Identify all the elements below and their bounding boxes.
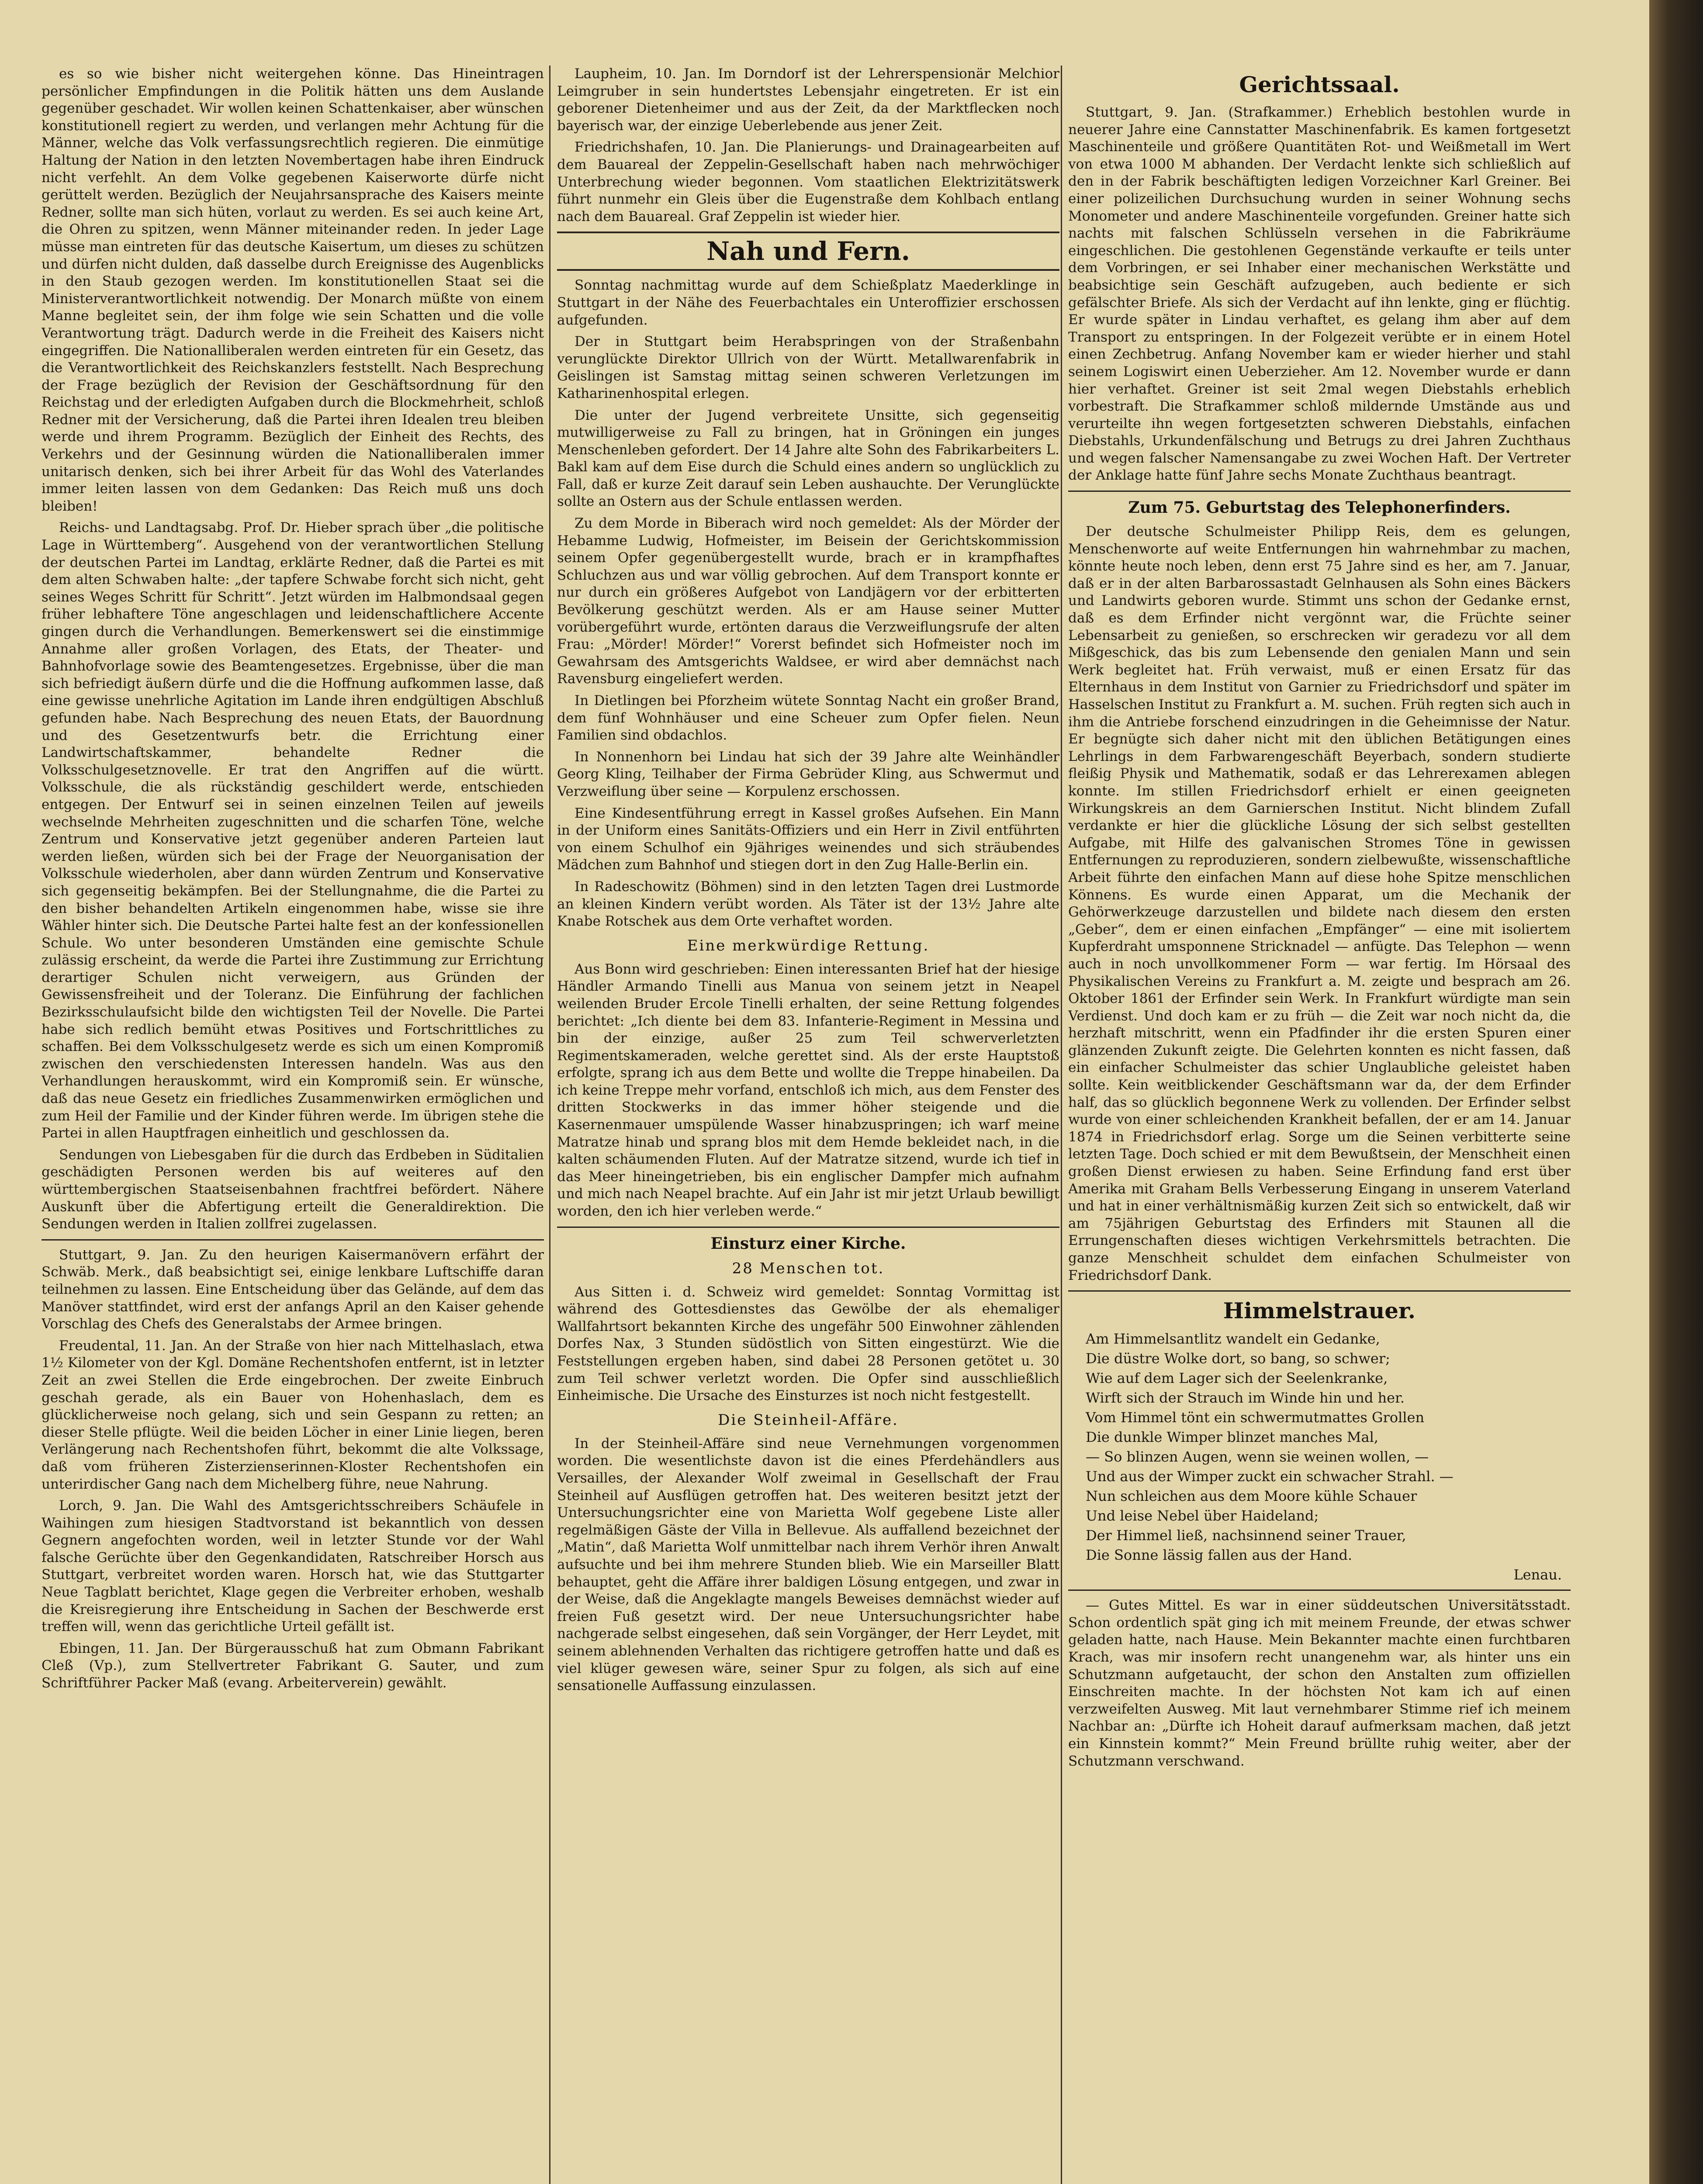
article-schiessplatz: Sonntag nachmittag wurde auf dem Schießplatz Maederklinge in Stuttgart in der Nähe des Feuerbachtales ein Unteroffizier erschossen aufgefunden. — [557, 277, 1059, 328]
article-friedrichshafen: Friedrichshafen, 10. Jan. Die Planierungs- und Drainagearbeiten auf dem Bauareal der Zeppelin-Gesellschaft haben nach mehrwöchiger Unterbrechung wieder begonnen. Vom staatlichen Elektrizitätswerk führt nunmehr ein Gleis über die Eugenstraße dem Kohlbach entlang nach dem Bauareal. Graf Zeppelin ist wieder hier. — [557, 139, 1059, 225]
poem-line: Die düstre Wolke dort, so bang, so schwer; — [1086, 1350, 1390, 1367]
article-strassenbahn: Der in Stuttgart beim Herabspringen von der Straßenbahn verunglückte Direktor Ullrich von der Württ. Metallwarenfabrik in Geislingen ist Samstag mittag seinen schweren Verletzungen im Katharinenhospital erlegen. — [557, 334, 1059, 401]
divider — [1068, 1290, 1571, 1292]
article-subheading-einsturz: 28 Menschen tot. — [732, 1259, 885, 1277]
poem-line: Die dunkle Wimper blinzet manches Mal, — [1086, 1429, 1378, 1446]
article-politics-continued: es so wie bisher nicht weitergehen könne. Das Hineintragen persönlicher Empfindungen in die Politik hätten uns dem Auslande gegenüber geschadet. Wir wollen keinen Schattenkaiser, aber wünschen konstitutionell regiert zu werden, und verlangen mehr Achtung für die Männer, welche das Volk verfassungsrechtlich regieren. Die einmütige Haltung der Nation in den letzten Novembertagen habe ihren Eindruck nicht verfehlt. An dem Volke gegebenen Kaiserworte dürfe nicht gerüttelt werden. Bezüglich der Neujahrsansprache des Kaisers meinte Redner, sollte man sich hüten, vorlaut zu werden. Es sei auch keine Art, die Ohren zu spitzen, wenn Männer miteinander reden. In jeder Lage müsse man eintreten für das deutsche Kaisertum, um dieses zu schützen und dürfen nicht dulden, daß dasselbe durch Ereignisse des Augenblicks in den Staub gezogen werden. Im konstitutionellen Staat sei die Ministerverantwortlichkeit notwendig. Der Monarch müßte von einem Manne begleitet sein, der ihm folge wie sein Schatten und die volle Verantwortung trägt. Dadurch werde in die Freiheit des Kaisers nicht eingegriffen. Die Nationalliberalen werden eintreten für ein Gesetz, das die Verantwortlichkeit des Reichskanzlers feststellt. Nach Besprechung der Frage bezüglich der Revision der Geschäftsordnung für den Reichstag und der erledigten Aufgaben durch die Blockmehrheit, schloß Redner mit der Versicherung, daß die Partei ihren Idealen treu bleiben werde und ihrem Programm. Bezüglich der Einheit des Rechts, des Verkehrs und der Gesinnung würden die Nationalliberalen immer unitarisch denken, sich bei ihrer Arbeit für das Wohl des Vaterlandes immer leiten lassen von dem Gedanken: Das Reich muß uns doch bleiben! — [42, 66, 544, 514]
article-strafkammer: Stuttgart, 9. Jan. (Strafkammer.) Erheblich bestohlen wurde in neuerer Jahre eine Cannstatter Maschinenfabrik. Es kamen fortgesetzt Maschinenteile und größere Quantitäten Rot- und Weißmetall im Wert von etwa 1000 M abhanden. Der Verdacht lenkte sich schließlich auf den in der Fabrik beschäftigten ledigen Vorzeichner Karl Greiner. Bei einer polizeilichen Durchsuchung wurden in seiner Wohnung sechs Monometer und andere Maschinenteile vorgefunden. Greiner hatte sich nachts mit falschen Schlüsseln versehen in die Fabrikräume eingeschlichen. Die gestohlenen Gegenstände verkaufte er teils unter dem Vorbringen, er sei Inhaber einer mechanischen Werkstätte und beabsichtige sein Geschäft aufzugeben, auch bediente er sich gefälschter Briefe. Als sich der Verdacht auf ihn lenkte, ging er flüchtig. Er wurde später in Lindau verhaftet, es gelang ihm aber auf dem Transport zu entspringen. In der Folgezeit verübte er in einem Hotel einen Zechbetrug. Anfang November kam er wieder hierher und stahl seinem Logiswirt einen Ueberzieher. Am 12. November wurde er dann hier verhaftet. Greiner ist seit 2mal wegen Diebstahls erheblich vorbestraft. Die Strafkammer schloß mildernde Umstände aus und verurteilte ihn wegen fortgesetzten schweren Diebstahls, einfachen Diebstahls, Urkundenfälschung und Betrugs zu drei Jahren Zuchthaus und wegen falscher Namensangabe zu zwei Wochen Haft. Der Vertreter der Anklage hatte fünf Jahre sechs Monate Zuchthaus beantragt. — [1068, 104, 1571, 484]
poem-line: Der Himmel ließ, nachsinnend seiner Trauer, — [1086, 1527, 1406, 1544]
poem — [1068, 1330, 1571, 1564]
article-heading-steinheil: Die Steinheil-Affäre. — [718, 1411, 899, 1429]
article-rettung: Aus Bonn wird geschrieben: Einen interessanten Brief hat der hiesige Händler Armando Tinelli aus Manua von seinem jetzt in Neapel weilenden Bruder Ercole Tinelli erhalten, der seine Rettung folgendes berichtet: „Ich diente bei dem 83. Infanterie-Regiment in Messina und bin der einzige, außer 25 zum Teil schwerverletzten Regimentskameraden, welche gerettet sind. Als der erste Hauptstoß erfolgte, sprang ich aus dem Bette und wollte die Treppe hinabeilen. Da ich keine Treppe mehr vorfand, entschloß ich mich, aus dem Fenster des dritten Stockwerks in das immer höher steigende und die Kasernenmauer umspülende Wasser hinabzuspringen; ich warf meine Matratze hinab und sprang blos mit dem Hemde bekleidet nach, in die kalten schäumenden Fluten. Auf der Matratze sitzend, wurde ich tief in das Meer hineingetrieben, bis ein englischer Dampfer mich aufnahm und mich nach Neapel brachte. Auf ein Jahr ist mir jetzt Urlaub bewilligt worden, den ich hier verleben werde.“ — [557, 961, 1059, 1220]
article-nonnenhorn: In Nonnenhorn bei Lindau hat sich der 39 Jahre alte Weinhändler Georg Kling, Teilhaber der Firma Gebrüder Kling, aus Schwermut und Verzweiflung über seine — Korpulenz erschossen. — [557, 749, 1059, 799]
poem-line: — So blinzen Augen, wenn sie weinen wollen, — — [1086, 1448, 1429, 1465]
divider — [557, 1227, 1059, 1228]
poem-line: Wirft sich der Strauch im Winde hin und her. — [1086, 1389, 1405, 1406]
article-freudental: Freudental, 11. Jan. An der Straße von hier nach Mittelhaslach, etwa 1½ Kilometer von der Kgl. Domäne Rechentshofen entfernt, ist in letzter Zeit an zwei Stellen die Erde eingebrochen. Der zweite Einbruch geschah gerade, als ein Bauer von Hohenhaslach, dem es glücklicherweise noch gelang, sich und sein Gespann zu retten; an dieser Stelle pflügte. Weil die beiden Löcher in einer Linie liegen, beren Verlängerung nach Rechentshofen führt, bekommt die alte Volkssage, daß vom früheren Zisterzienserinnen-Kloster Rechentshofen ein unterirdischer Gang nach dem Michelberg führe, neue Nahrung. — [42, 1337, 544, 1492]
article-dietlingen: In Dietlingen bei Pforzheim wütete Sonntag Nacht ein großer Brand, dem fünf Wohnhäuser und eine Scheuer zum Opfer fielen. Neun Familien sind obdachlos. — [557, 693, 1059, 743]
column-rule — [549, 66, 550, 2184]
article-liebesgaben: Sendungen von Liebesgaben für die durch das Erdbeben in Süditalien geschädigten Personen werden bis auf weiteres auf den württembergischen Staatseisenbahnen frachtfrei befördert. Nähere Auskunft über die Abfertigung erteilt die Generaldirektion. Die Sendungen werden in Italien zollfrei zugelassen. — [42, 1147, 544, 1232]
poem-line: Und aus der Wimper zuckt ein schwacher Strahl. — — [1086, 1468, 1454, 1485]
article-steinheil: In der Steinheil-Affäre sind neue Vernehmungen vorgenommen worden. Die wesentlichste davon ist die eines Pferdehändlers aus Versailles, der Alexander Wolf zweimal in Gesellschaft der Frau Steinheil auf Ausflügen getroffen hat. Des weiteren besitzt jetzt der Untersuchungsrichter eine von Marietta Wolf gegebene Liste aller regelmäßigen Gäste der Villa in Bellevue. Als auffallend bezeichnet der „Matin“, daß Marietta Wolf unmittelbar nach ihrem Verhör ihren Anwalt aufsuchte und bei ihm mehrere Stunden blieb. Wie ein Marseiller Blatt behauptet, geht die Affäre ihrer baldigen Lösung entgegen, und zwar in der Weise, daß die Angeklagte mangels Beweises demnächst wieder auf freien Fuß gesetzt wird. Der neue Untersuchungsrichter habe nachgerade selbst eingesehen, daß sein Vorgänger, der Herr Leydet, mit seinem ablehnenden Verhalten das richtigere getroffen hatte und daß es viel klüger gewesen wäre, seiner Spur zu folgen, als sich auf eine sensationelle Auffassung einzulassen. — [557, 1435, 1059, 1694]
column-2 — [557, 66, 1059, 2184]
section-heading-gerichtssaal: Gerichtssaal. — [1239, 72, 1400, 97]
poem-line: Wie auf dem Lager sich der Seelenkranke, — [1086, 1370, 1388, 1387]
divider — [1068, 1590, 1571, 1591]
poem-line: Nun schleichen aus dem Moore kühle Schauer — [1086, 1488, 1417, 1505]
article-ebingen: Ebingen, 11. Jan. Der Bürgerausschuß hat zum Obmann Fabrikant Cleß (Vp.), zum Stellvertreter Fabrikant G. Sauter, und zum Schriftführer Packer Maß (evang. Arbeiterverein) gewählt. — [42, 1640, 544, 1691]
article-radeschowitz: In Radeschowitz (Böhmen) sind in den letzten Tagen drei Lustmorde an kleinen Kindern verübt worden. Als Täter ist der 13½ Jahre alte Knabe Rotschek aus dem Orte verhaftet worden. — [557, 878, 1059, 930]
binding-edge — [1649, 0, 1703, 2184]
poem-author: Lenau. — [1513, 1566, 1562, 1583]
divider — [1068, 491, 1571, 492]
article-hieber-speech: Reichs- und Landtagsabg. Prof. Dr. Hieber sprach über „die politische Lage in Württemberg“. Ausgehend von der verantwortlichen Stellung der deutschen Partei im Landtag, erklärte Redner, daß die Partei es mit dem alten Schwaben halte: „der tapfere Schwabe forcht sich nicht, geht seines Weges Schritt für Schritt“. Jetzt würden im Halbmondsaal gegen früher lebhaftere Töne angeschlagen und leidenschaftlichere Accente gingen durch die Verhandlungen. Bemerkenswert sei die einstimmige Annahme aller großen Vorlagen, des Etats, der Theater- und Bahnhofvorlage sowie des Beamtengesetzes. Ergebnisse, über die man sich befriedigt äußern dürfe und die die Hoffnung aufkommen lasse, daß eine gewisse unehrliche Agitation im Lande ihren endgültigen Abschluß gefunden habe. Nach Besprechung des neuen Etats, der Bauordnung und des Gesetzentwurfs betr. die Errichtung einer Landwirtschaftskammer, behandelte Redner die Volksschulgesetznovelle. Er trat den Angriffen auf die württ. Volksschule, die als rückständig geschildert werde, entschieden entgegen. Der Entwurf sei in seinen einzelnen Teilen auf jeweils wechselnde Mehrheiten zugeschnitten und die scharfen Töne, welche Zentrum und Konservative jetzt gegenüber anderen Parteien laut werden ließen, würden sich bei der Frage der Neuorganisation der Volksschule wiederholen, aber dann würden Zentrum und Konservative sich gegenseitig bekämpfen. Bei der Stellungnahme, die die Partei zu den bisher behandelten Artikeln eingenommen habe, wisse sie ihre Wähler hinter sich. Die Deutsche Partei halte fest an der konfessionellen Schule. Wo unter besonderen Umständen eine gemischte Schule zulässig erscheint, da werde die Partei ihre Zustimmung zur Errichtung derartiger Schulen nicht verweigern, aus Gründen der Gewissensfreiheit und der Toleranz. Die Einführung der fachlichen Bezirksschulaufsicht bilde den wichtigsten Teil der Novelle. Die Partei habe sich redlich bemüht etwas Positives und Fortschrittliches zu schaffen. Bei dem Volksschulgesetz werde es sich um einen Kompromiß zwischen den verschiedensten Interessen handeln. Was aus den Verhandlungen herauskommt, wird ein Kompromiß sein. Er wünsche, daß das neue Gesetz ein friedliches Zusammenwirken ermöglichen und zum Heil der Familie und der Kinder führen werde. Im übrigen stehe die Partei in allen Hauptfragen einheitlich und geschlossen da. — [42, 520, 544, 1141]
column-1 — [42, 66, 544, 2184]
article-einsturz: Aus Sitten i. d. Schweiz wird gemeldet: Sonntag Vormittag ist während des Gottesdienstes das Gewölbe der als ehemaliger Wallfahrtsort bekannten Kirche des ungefähr 500 Einwohner zählenden Dorfes Nax, 3 Stunden südöstlich von Sitten eingestürzt. Wie die Feststellungen ergeben haben, sind dabei 28 Personen getötet u. 30 zum Teil schwer verletzt worden. Die Opfer sind ausschließlich Einheimische. Die Ursache des Einsturzes ist noch nicht festgestellt. — [557, 1284, 1059, 1404]
section-heading-nah-und-fern: Nah und Fern. — [557, 232, 1059, 271]
poem-line: Und leise Nebel über Haideland; — [1086, 1507, 1319, 1524]
column-rule — [1061, 66, 1062, 2184]
article-groeningen: Die unter der Jugend verbreitete Unsitte, sich gegenseitig mutwilligerweise zu Fall zu bringen, hat in Gröningen ein junges Menschenleben gefordert. Der 14 Jahre alte Sohn des Fabrikarbeiters L. Bakl kam auf dem Eise durch die Schuld eines andern so unglücklich zu Fall, daß er kurze Zeit darauf sein Leben aushauchte. Der Verunglückte sollte an Ostern aus der Schule entlassen werden. — [557, 407, 1059, 510]
column-3 — [1068, 66, 1571, 2184]
poem-line: Am Himmelsantlitz wandelt ein Gedanke, — [1086, 1330, 1380, 1348]
article-heading-rettung: Eine merkwürdige Rettung. — [687, 936, 930, 954]
article-heading-einsturz: Einsturz einer Kirche. — [710, 1234, 906, 1253]
poem-line: Die Sonne lässig fallen aus der Hand. — [1086, 1547, 1353, 1564]
poem-title: Himmelstrauer. — [1223, 1298, 1416, 1324]
article-stuttgart-manoever: Stuttgart, 9. Jan. Zu den heurigen Kaisermanövern erfährt der Schwäb. Merk., daß beabsichtigt sei, einige lenkbare Luftschiffe daran teilnehmen zu lassen. Eine Entscheidung über das Gelände, auf dem das Manöver stattfindet, wird erst der anfangs April an den Kaiser gehende Vorschlag des Chefs des Generalstabs der Armee bringen. — [42, 1247, 544, 1332]
article-heading-telephon: Zum 75. Geburtstag des Telephonerfinders. — [1128, 498, 1511, 517]
poem-line: Vom Himmel tönt ein schwermutmattes Grollen — [1086, 1409, 1425, 1426]
article-biberach: Zu dem Morde in Biberach wird noch gemeldet: Als der Mörder der Hebamme Ludwig, Hofmeister, im Beisein der Gerichtskommission seinem Opfer gegenübergestellt wurde, brach er in krampfhaftes Schluchzen aus und war völlig gebrochen. Auf dem Transport konnte er nur durch ein größeres Aufgebot von Landjägern vor der erbitterten Bevölkerung geschützt werden. Als er am Hause seiner Mutter vorübergeführt wurde, ertönten daraus die Verzweiflungsrufe der alten Frau: „Mörder! Mörder!“ Vorerst befindet sich Hofmeister noch im Gewahrsam des Amtsgerichts Waldsee, er wird aber demnächst nach Ravensburg eingeliefert werden. — [557, 515, 1059, 687]
article-lorch: Lorch, 9. Jan. Die Wahl des Amtsgerichtsschreibers Schäufele in Waihingen zum hiesigen Stadtvorstand ist bekanntlich von dessen Gegnern angefochten worden, weil in letzter Stunde vor der Wahl falsche Gerüchte über den Gegenkandidaten, Ratschreiber Horsch aus Stuttgart, verbreitet worden waren. Horsch hat, wie das Stuttgarter Neue Tagblatt berichtet, Klage gegen die Verbreiter erhoben, weshalb die Kreisregierung ihre Entscheidung in Sachen der Beschwerde erst treffen will, wenn das gerichtliche Urteil gefällt ist. — [42, 1498, 544, 1635]
article-telephon: Der deutsche Schulmeister Philipp Reis, dem es gelungen, Menschenworte auf weite Entfernungen hin wahrnehmbar zu machen, könnte heute noch leben, denn erst 75 Jahre sind es her, am 7. Januar, daß er in der alten Barbarossastadt Gelnhausen als Sohn eines Bäckers und Landwirts geboren wurde. Stimmt uns schon der Gedanke ernst, daß es dem Erfinder nicht vergönnt war, die Früchte seiner Lebensarbeit zu genießen, so erschrecken wir geradezu vor all dem Mißgeschick, das bis zum Lebensende den genialen Mann und sein Werk begleitet hat. Früh verwaist, muß er einen Ersatz für das Elternhaus in dem Institut von Garnier zu Friedrichsdorf und später im Hasselschen Institut zu Frankfurt a. M. suchen. Früh regten sich auch in ihm die Antriebe forschend einzudringen in die Geheimnisse der Natur. Er begnügte sich daher nicht mit den üblichen Betätigungen eines Lehrlings in dem Farbwarengeschäft Beyerbach, sondern studierte fleißig Physik und Mathematik, sodaß er das Lehrerexamen ablegen konnte. Im stillen Friedrichsdorf erhielt er einen geeigneten Wirkungskreis an dem Garnierschen Institut. Nicht blindem Zufall verdankte er hier die glückliche Lösung der sich selbst gestellten Aufgabe, mit Hilfe des galvanischen Stromes Töne in gewissen Entfernungen zu reproduzieren, sondern zielbewußte, wissenschaftliche Arbeit führte den einfachen Mann auf diese hohe Spitze menschlichen Könnens. Es wurde einen Apparat, um die Mechanik der Gehörwerkzeuge darzustellen und bildete nach diesem den ersten „Geber“, dem er einen einfachen „Empfänger“ — eine mit isoliertem Kupferdraht umsponnene Stricknadel — anfügte. Das Telephon — wenn auch in noch unvollkommener Form — war fertig. Im Hörsaal des Physikalischen Vereins zu Frankfurt a. M. zeigte und besprach am 26. Oktober 1861 der Erfinder sein Werk. In Frankfurt würdigte man sein Verdienst. Und doch kam er zu früh — die Zeit war noch nicht da, die herzhaft mitschritt, wenn ein Pfadfinder ihr die ersten Spuren einer glänzenden Zukunft zeigte. Die Gelehrten konnten es nicht fassen, daß ein einfacher Schulmeister das schier Unglaubliche geleistet haben sollte. Kein weitblickender Geschäftsmann war da, der dem Erfinder half, das so glücklich begonnene Werk zu vollenden. Der Erfinder selbst wurde von einer schleichenden Krankheit befallen, der er am 14. Januar 1874 in Friedrichsdorf erlag. Sorge um die Seinen verbitterte seine letzten Tage. Doch schied er mit dem Bewußtsein, der Menschheit einen großen Dienst erwiesen zu haben. Seine Erfindung fand erst über Amerika mit Graham Bells Verbesserung Eingang in unserem Vaterland und hat in einer verhältnismäßig kurzen Zeit sich so entwickelt, daß wir am 75jährigen Geburtstag des Erfinders mit Staunen all die Errungenschaften dieses wichtigen Verkehrsmittels betrachten. Die ganze Menschheit schuldet dem einfachen Schulmeister von Friedrichsdorf Dank. — [1068, 524, 1571, 1283]
article-laupheim: Laupheim, 10. Jan. Im Dorndorf ist der Lehrerspensionär Melchior Leimgruber in sein hundertstes Lebensjahr eingetreten. Er ist ein geborener Dietenheimer und aus der Zeit, da der Marktflecken noch bayerisch war, der einzige Ueberlebende aus jener Zeit. — [557, 66, 1059, 134]
article-kassel: Eine Kindesentführung erregt in Kassel großes Aufsehen. Ein Mann in der Uniform eines Sanitäts-Offiziers und ein Herr in Zivil entführten von einem Schulhof ein 9jähriges weinendes und sich sträubendes Mädchen zum Bahnhof und stiegen dort in den Zug Halle-Berlin ein. — [557, 805, 1059, 873]
divider — [42, 1239, 544, 1241]
article-gutes-mittel: — Gutes Mittel. Es war in einer süddeutschen Universitätsstadt. Schon ordentlich spät ging ich mit meinem Freunde, der etwas schwer geladen hatte, nach Hause. Mein Bekannter machte einen furchtbaren Krach, was mir insofern recht unangenehm war, als hinter uns ein Schutzmann aufgetaucht, der schon den Anstalten zum offiziellen Einschreiten machte. In der höchsten Not kam ich auf einen verzweifelten Ausweg. Mit laut vernehmbarer Stimme rief ich meinem Nachbar an: „Dürfte ich Hoheit darauf aufmerksam machen, daß jetzt ein Kinnstein kommt?“ Mein Freund brüllte ruhig weiter, aber der Schutzmann verschwand. — [1068, 1597, 1571, 1769]
